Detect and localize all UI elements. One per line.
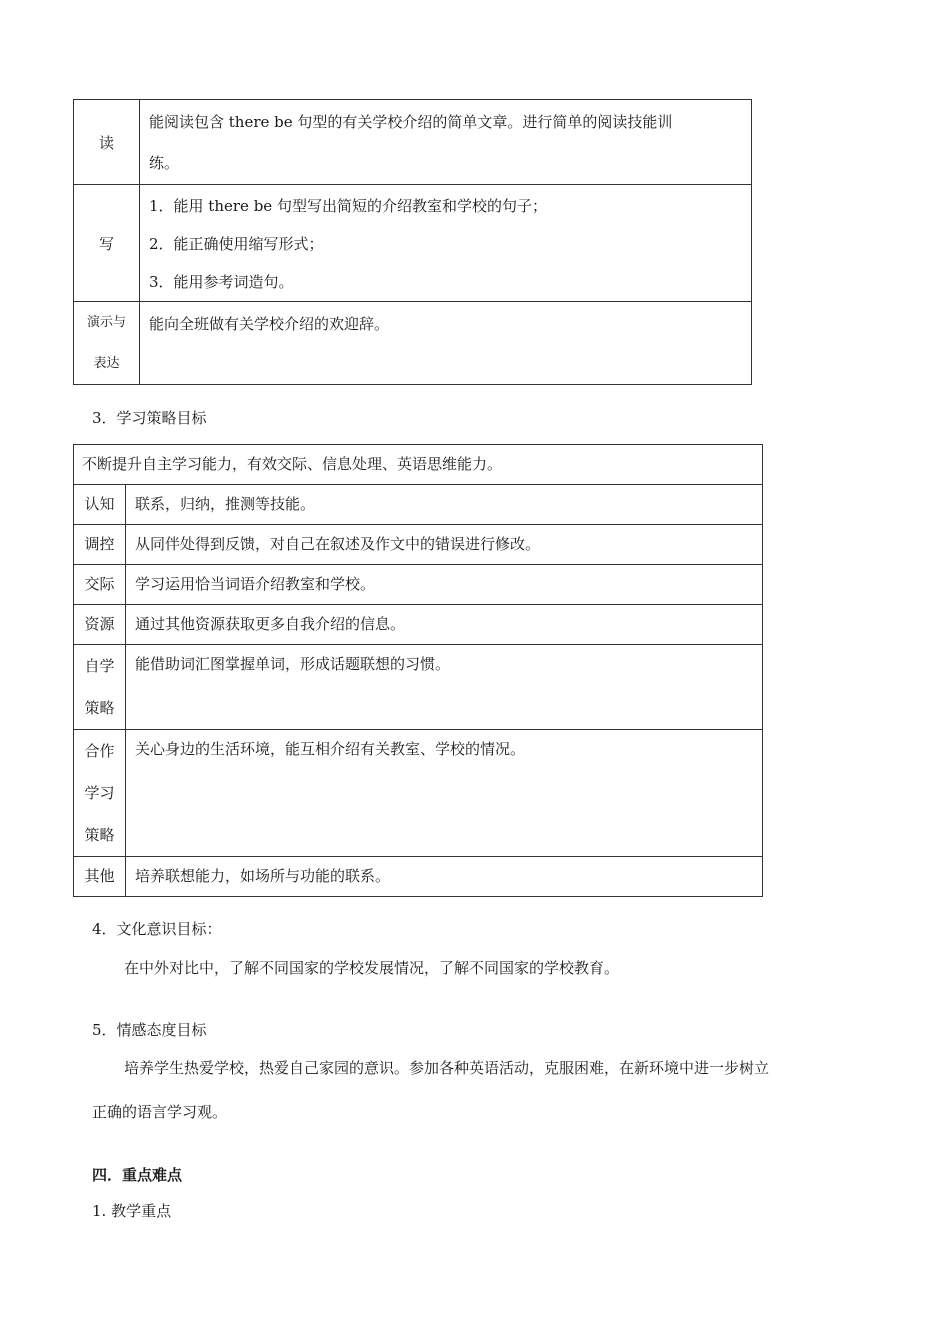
table-row — [74, 857, 763, 897]
content-line: 1．能用 there be 句型写出简短的介绍教室和学校的句子； — [149, 197, 547, 215]
label-line: 演示与 — [86, 315, 126, 330]
skill-content — [140, 100, 752, 185]
section-paragraph-line: 正确的语言学习观。 — [92, 1103, 228, 1121]
strategy-table — [73, 444, 763, 897]
strategy-label — [74, 605, 126, 645]
skill-content — [140, 185, 752, 302]
skill-label: 读 — [74, 100, 140, 185]
label-line: 学习 — [84, 784, 115, 802]
content-line: 练。 — [149, 154, 180, 172]
label-line: 资源 — [84, 615, 115, 633]
label-line: 表达 — [93, 356, 120, 371]
label-line: 交际 — [84, 575, 115, 593]
strategy-label — [74, 730, 126, 857]
strategy-label — [74, 645, 126, 730]
content-line: 能向全班做有关学校介绍的欢迎辞。 — [149, 315, 390, 333]
label-line: 自学 — [84, 657, 115, 675]
label-line: 调控 — [84, 535, 115, 553]
section-paragraph: 在中外对比中，了解不同国家的学校发展情况，了解不同国家的学校教育。 — [124, 959, 620, 977]
skills-table — [73, 99, 752, 385]
strategy-content: 通过其他资源获取更多自我介绍的信息。 — [126, 605, 763, 645]
skill-label — [74, 302, 140, 385]
strategy-content: 从同伴处得到反馈，对自己在叙述及作文中的错误进行修改。 — [126, 525, 763, 565]
content-line: 3．能用参考词造句。 — [149, 273, 294, 291]
strategy-content: 培养联想能力，如场所与功能的联系。 — [126, 857, 763, 897]
section-heading: 4．文化意识目标： — [92, 920, 222, 938]
strategy-content: 关心身边的生活环境，能互相介绍有关教室、学校的情况。 — [126, 730, 763, 857]
skill-content — [140, 302, 752, 385]
strategy-label — [74, 857, 126, 897]
content-line: 能阅读包含 there be 句型的有关学校介绍的简单文章。进行简单的阅读技能训 — [149, 113, 673, 131]
section-heading: 5．情感态度目标 — [92, 1021, 207, 1039]
sub-heading: 1. 教学重点 — [92, 1202, 172, 1220]
strategy-label — [74, 485, 126, 525]
table-header: 不断提升自主学习能力，有效交际、信息处理、英语思维能力。 — [74, 445, 763, 485]
strategy-content: 学习运用恰当词语介绍教室和学校。 — [126, 565, 763, 605]
table-row — [74, 565, 763, 605]
content-line: 2．能正确使用缩写形式； — [149, 235, 324, 253]
table-row — [74, 485, 763, 525]
strategy-label — [74, 565, 126, 605]
section-heading: 3．学习策略目标 — [92, 409, 207, 427]
table-row — [74, 525, 763, 565]
label-line: 认知 — [84, 495, 115, 513]
table-row — [74, 185, 752, 302]
label-line: 合作 — [84, 742, 115, 760]
table-row — [74, 445, 763, 485]
strategy-label — [74, 525, 126, 565]
skill-label: 写 — [74, 185, 140, 302]
strategy-content: 联系，归纳，推测等技能。 — [126, 485, 763, 525]
table-row — [74, 730, 763, 857]
table-row — [74, 302, 752, 385]
table-row — [74, 605, 763, 645]
table-row — [74, 645, 763, 730]
section-paragraph-line: 培养学生热爱学校，热爱自己家园的意识。参加各种英语活动，克服困难，在新环境中进一步树立 — [124, 1059, 770, 1077]
label-line: 其他 — [84, 867, 115, 885]
strategy-content: 能借助词汇图掌握单词，形成话题联想的习惯。 — [126, 645, 763, 730]
part-heading: 四．重点难点 — [92, 1166, 183, 1184]
label-line: 策略 — [84, 699, 115, 717]
label-line: 策略 — [84, 826, 115, 844]
table-row — [74, 100, 752, 185]
